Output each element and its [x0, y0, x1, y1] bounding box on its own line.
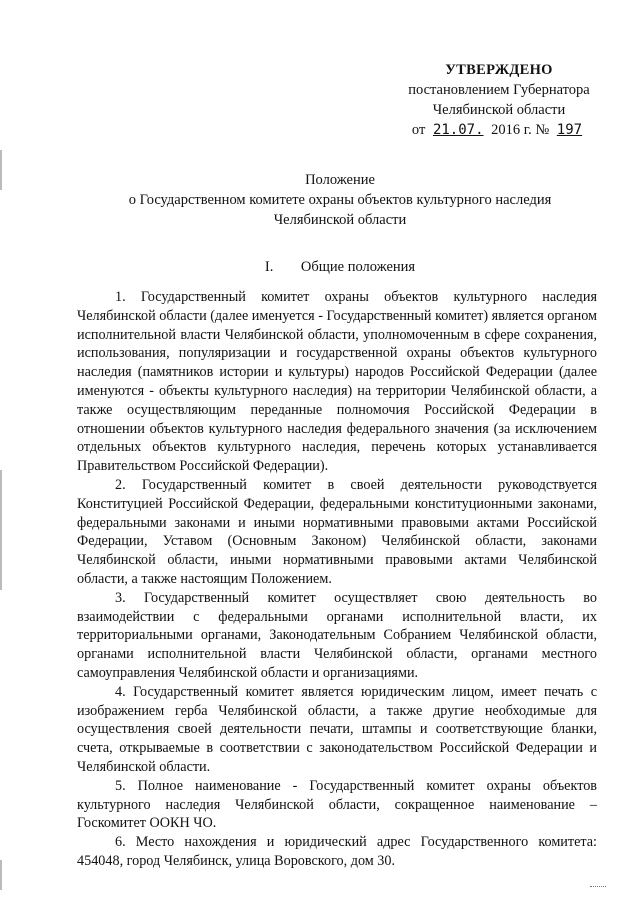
approved-heading: УТВЕРЖДЕНО — [445, 62, 553, 78]
number-label: № — [535, 122, 550, 138]
scan-margin-mark — [0, 860, 2, 890]
approval-stamp — [396, 60, 602, 140]
approval-date-line — [396, 120, 602, 140]
approval-date: 21.07. — [432, 122, 484, 138]
title-line-1: Положение — [305, 172, 375, 188]
from-label: от — [411, 122, 426, 138]
page-corner-mark — [590, 886, 606, 888]
paragraph: 5. Полное наименование - Государственный комитет охраны объектов культурного наследия Челябинской области, сокращенное наименование – Госкомитет ООКН ЧО. — [77, 777, 597, 832]
scan-margin-mark — [0, 470, 2, 590]
paragraph: 4. Государственный комитет является юридическим лицом, имеет печать с изображением герба Челябинской области, а также другие необходимые для осуществления своей деятельности печати, штампы и соответствующие бланки, счета, открываемые в соответствии с законодательством Российской Федерации и Челябинской области. — [77, 683, 597, 775]
paragraph: 1. Государственный комитет охраны объектов культурного наследия Челябинской области (далее именуется - Государственный комитет) является органом исполнительной власти Челябинской области, уполномоченным в сфере сохранения, использования, популяризации и государственной охраны объектов культурного наследия (памятников истории и культуры) народов Российской Федерации (далее именуются - объекты культурного наследия) на территории Челябинской области, а также осуществляющим переданные полномочия Российской Федерации в отношении объектов культурного наследия федерального значения (за исключением отдельных объектов культурного наследия, перечень которых устанавливается Правительством Российской Федерации). — [77, 289, 597, 475]
section-number: I. — [264, 259, 274, 275]
paragraph: 3. Государственный комитет осуществляет свою деятельность во взаимодействии с федеральными органами исполнительной власти, их территориальными органами, Законодательным Собранием Челябинской области, органами исполнительной власти Челябинской области, органами местного самоуправления Челябинской области и организациями. — [77, 589, 597, 681]
paragraph: 2. Государственный комитет в своей деятельности руководствуется Конституцией Российской Федерации, федеральными конституционными законами, федеральными законами и иными нормативными правовыми актами Российской Федерации, Уставом (Основным Законом) Челябинской области, законами Челябинской области, иными нормативными правовыми актами Челябинской области, а также настоящим Положением. — [77, 476, 597, 587]
approval-line-1: постановлением Губернатора — [408, 82, 590, 98]
document-title — [80, 170, 600, 230]
section-title: Общие положения — [300, 259, 416, 275]
paragraph: 6. Место нахождения и юридический адрес Государственного комитета: 454048, город Челябинск, улица Воровского, дом 30. — [77, 834, 597, 869]
approval-year: 2016 г. — [491, 122, 532, 138]
title-line-3: Челябинской области — [273, 212, 407, 228]
scan-margin-mark — [0, 150, 2, 190]
section-heading — [200, 257, 480, 277]
title-line-2: о Государственном комитете охраны объектов культурного наследия — [128, 192, 552, 208]
approval-number: 197 — [556, 122, 583, 138]
approval-line-2: Челябинской области — [432, 102, 566, 118]
document-body — [77, 288, 597, 871]
